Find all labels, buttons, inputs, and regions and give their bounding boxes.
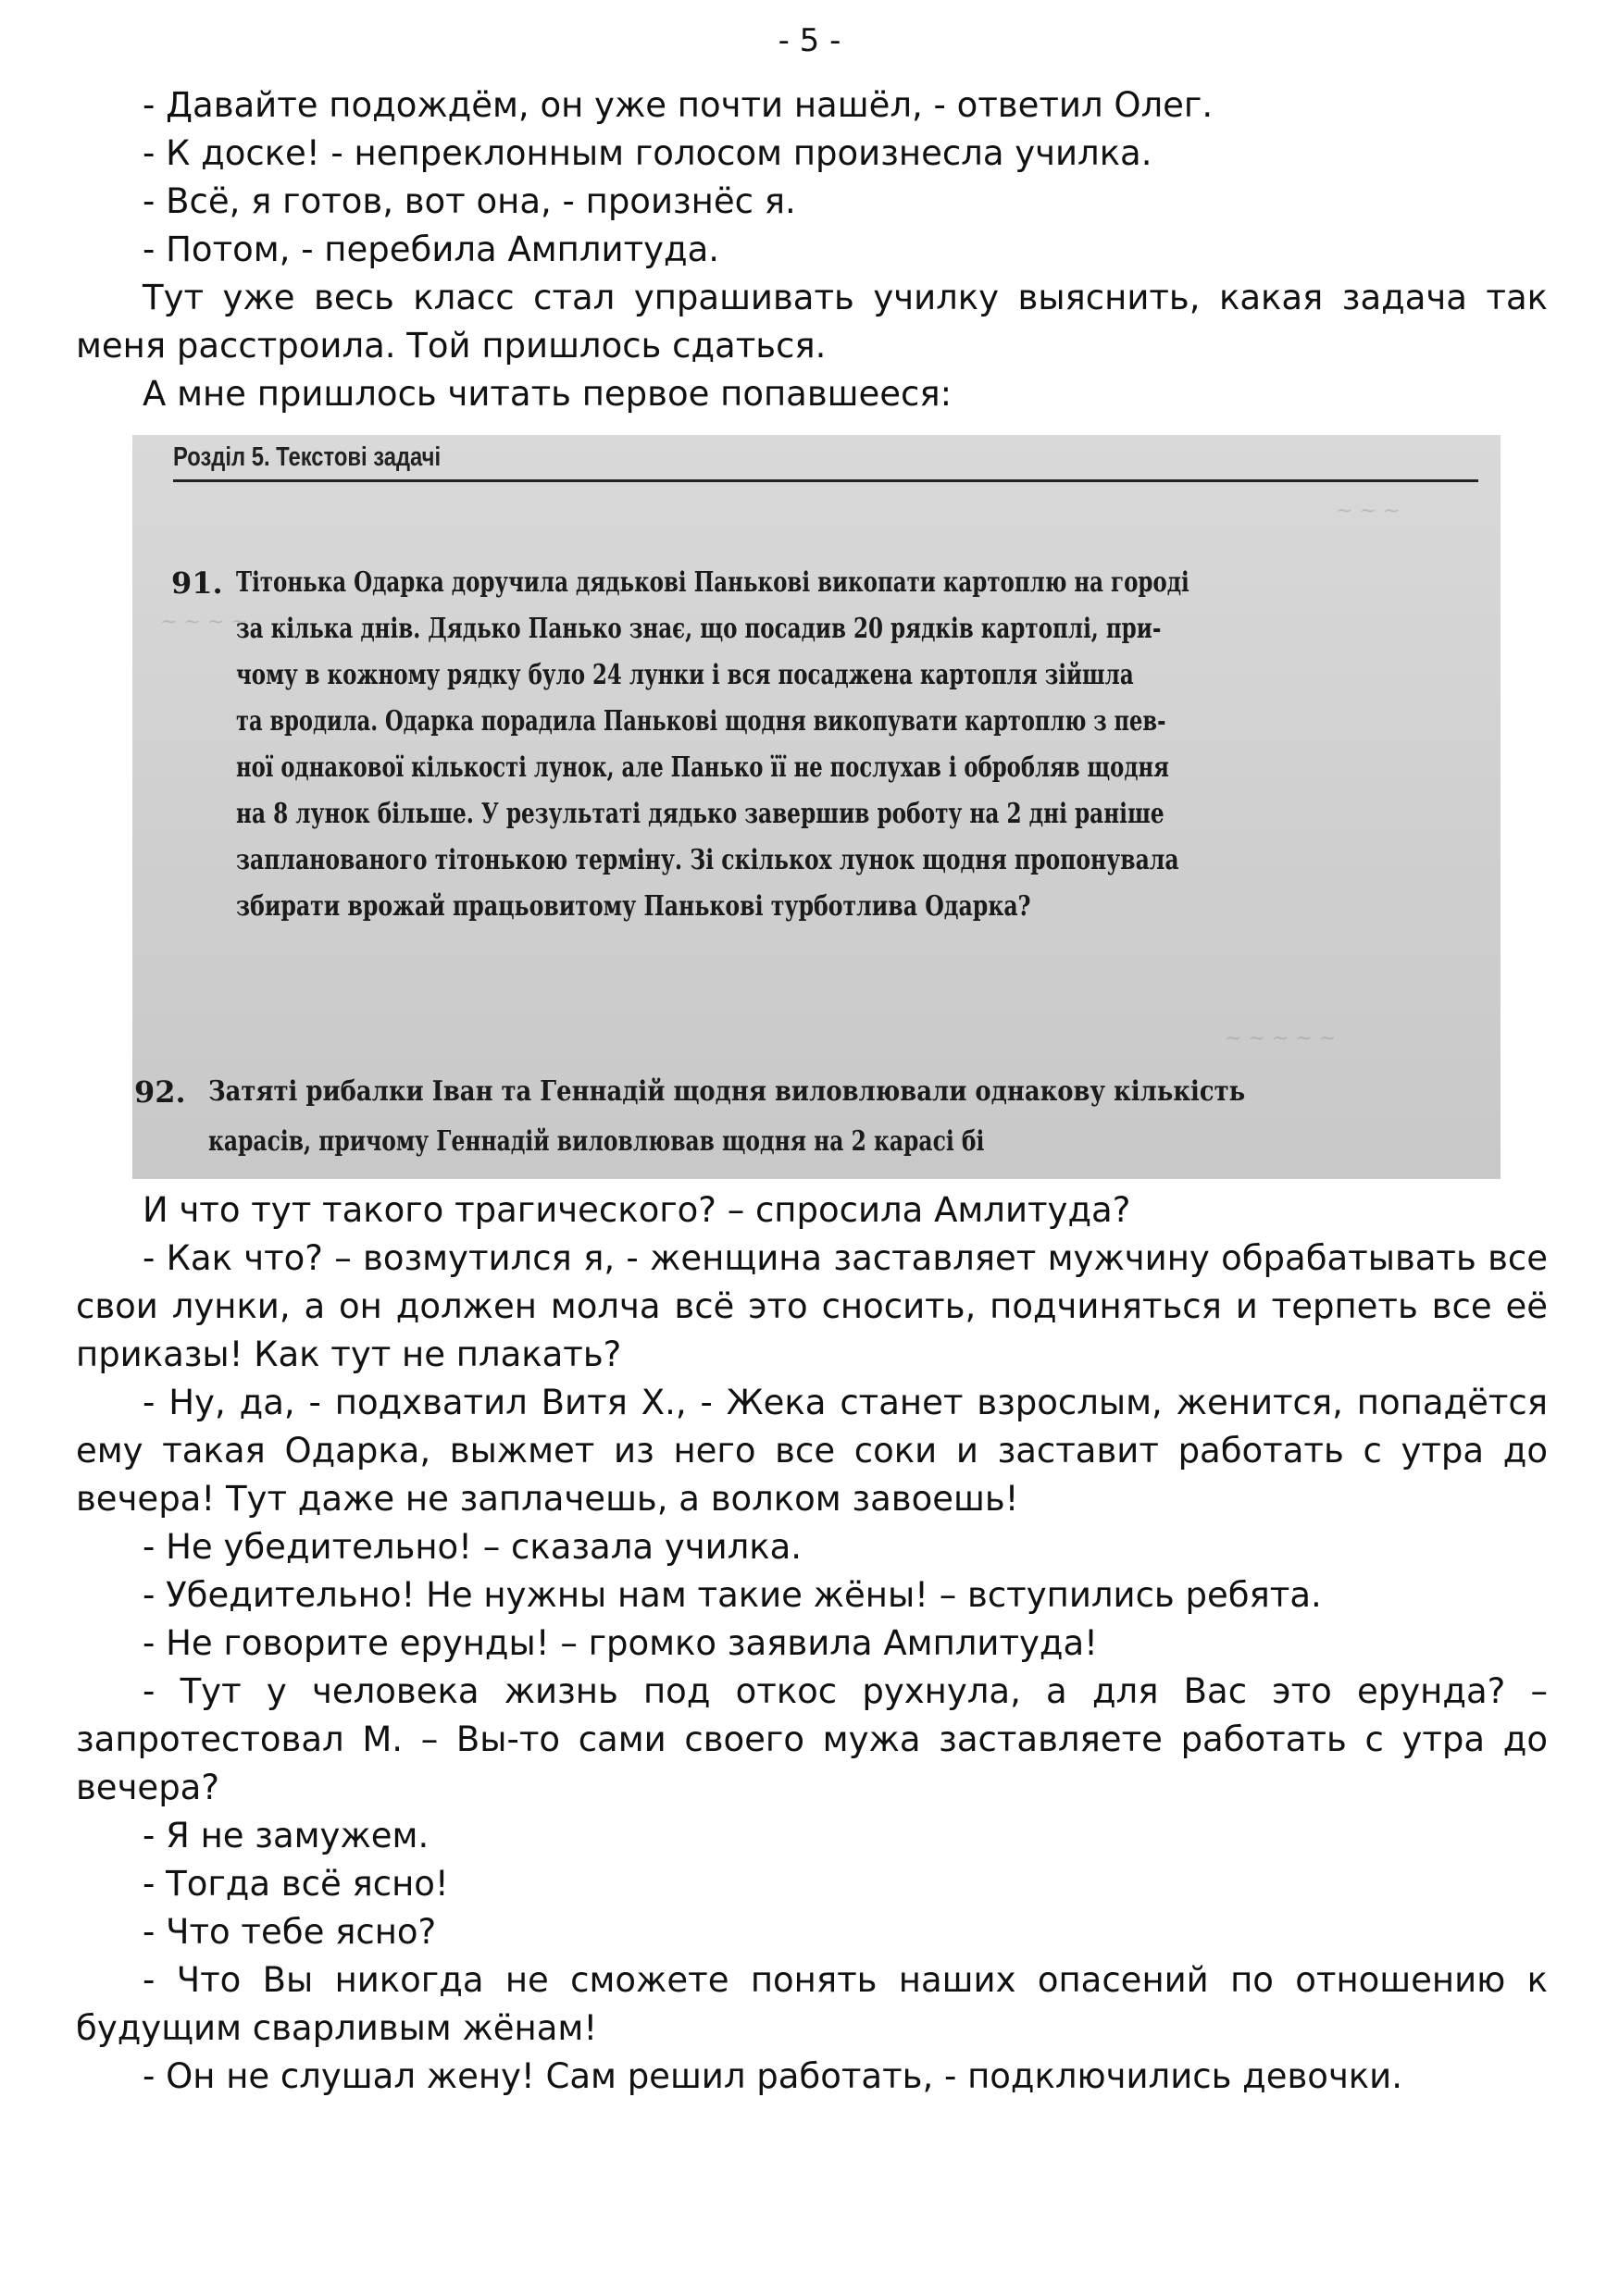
top-text-block	[76, 81, 1548, 418]
problem-line: за кілька днів. Дядько Панько знає, що посадив 20 рядків картоплі, при-	[236, 613, 1162, 645]
problem-line: збирати врожай працьовитому Панькові турботлива Одарка?	[236, 890, 1031, 923]
problem-line: ної однакової кількості лунок, але Панько її не послухав і обробляв щодня	[236, 751, 1169, 784]
textbook-scan-image	[132, 435, 1501, 1179]
bleed-through-mark: ~ ~ ~	[1336, 500, 1401, 523]
problem-line: запланованого тітонькою терміну. Зі скількох лунок щодня пропонувала	[236, 844, 1179, 876]
problem-line: чому в кожному рядку було 24 лунки і вся посаджена картопля зійшла	[236, 659, 1134, 691]
paragraph: - Что Вы никогда не сможете понять наших опасений по отношению к будущим сварливым жёнам!	[76, 1960, 1548, 2048]
paragraph: - Ну, да, - подхватил Витя Х., - Жека станет взрослым, женится, попадётся ему такая Одарка, выжмет из него все соки и заставит работать с утра до вечера! Тут даже не заплачешь, а волком завоешь!	[76, 1383, 1548, 1519]
problem-line: карасів, причому Геннадій виловлював щодня на 2 карасі бі	[208, 1125, 985, 1158]
paragraph: - Потом, - перебила Амплитуда.	[143, 230, 720, 269]
problem-number: 92.	[134, 1074, 186, 1110]
bleed-through-mark: ~ ~ ~ ~ ~	[1225, 1027, 1337, 1050]
paragraph: - Я не замужем.	[143, 1816, 430, 1855]
paragraph: - Он не слушал жену! Сам решил работать, - подключились девочки.	[143, 2056, 1402, 2096]
paragraph: Тут уже весь класс стал упрашивать училку выяснить, какая задача так меня расстроила. Той пришлось сдаться.	[76, 278, 1548, 366]
paragraph: - Всё, я готов, вот она, - произнёс я.	[143, 181, 796, 221]
problem-number: 91.	[171, 565, 223, 601]
paragraph: И что тут такого трагического? – спросила Амлитуда?	[143, 1190, 1131, 1230]
paragraph: - Тогда всё ясно!	[143, 1864, 449, 1904]
paragraph: - Давайте подождём, он уже почти нашёл, - ответил Олег.	[143, 85, 1214, 125]
paragraph: - Что тебе ясно?	[143, 1912, 437, 1952]
bleed-through-mark: ~ ~ ~ ~	[160, 611, 248, 634]
problem-line: Затяті рибалки Іван та Геннадій щодня виловлювали однакову кількість	[208, 1075, 1246, 1108]
paragraph: - К доске! - непреклонным голосом произнесла училка.	[143, 133, 1152, 173]
problem-line: та вродила. Одарка порадила Панькові щодня викопувати картоплю з пев-	[236, 705, 1166, 738]
paragraph: А мне пришлось читать первое попавшееся:	[143, 374, 953, 414]
paragraph: - Тут у человека жизнь под откос рухнула, а для Вас это ерунда? – запротестовал М. – Вы-то сами своего мужа заставляете работать с утра до вечера?	[76, 1671, 1548, 1807]
section-rule	[173, 479, 1478, 482]
paragraph: - Не говорите ерунды! – громко заявила Амплитуда!	[143, 1623, 1098, 1663]
paragraph: - Как что? – возмутился я, - женщина заставляет мужчину обрабатывать все свои лунки, а он должен молча всё это сносить, подчиняться и терпеть все её приказы! Как тут не плакать?	[76, 1238, 1548, 1374]
problem-line: Тітонька Одарка доручила дядькові Панькові викопати картоплю на городі	[236, 566, 1189, 599]
paragraph: - Не убедительно! – сказала училка.	[143, 1527, 803, 1567]
bottom-text-block	[76, 1186, 1548, 2101]
page-number: - 5 -	[778, 22, 841, 59]
paragraph: - Убедительно! Не нужны нам такие жёны! – вступились ребята.	[143, 1575, 1322, 1615]
problem-line: на 8 лунок більше. У результаті дядько завершив роботу на 2 дні раніше	[236, 798, 1164, 830]
section-title: Розділ 5. Текстові задачі	[173, 442, 442, 472]
